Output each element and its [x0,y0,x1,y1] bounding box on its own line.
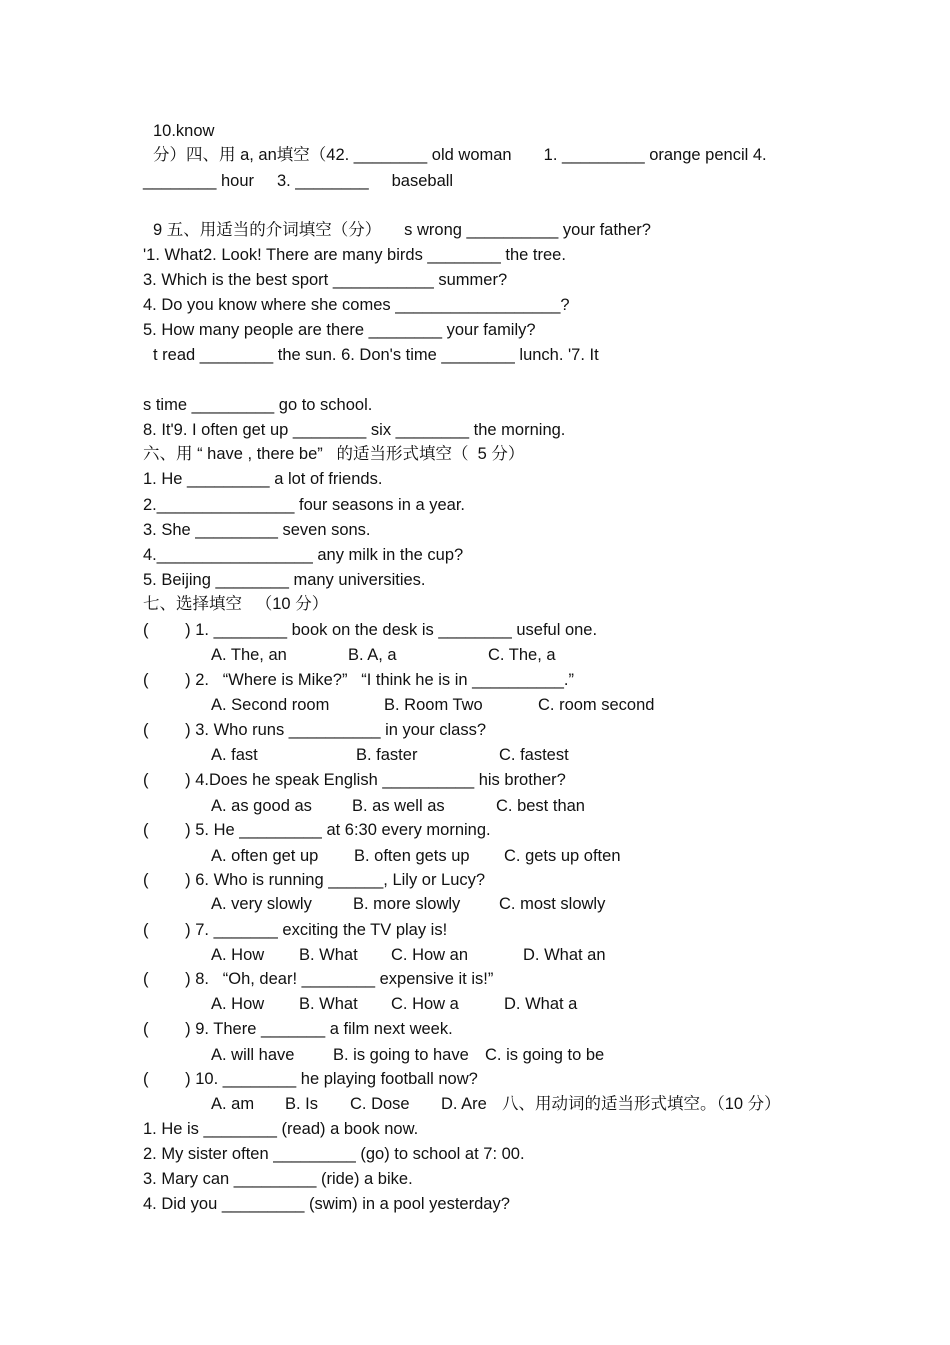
option: C. How a [391,995,459,1013]
option: C. The, a [488,646,556,664]
option: B. more slowly [353,895,461,913]
question-line: ( ) 6. Who is running ______, Lily or Lucy? [143,871,486,889]
option: A. as good as [211,797,312,815]
option: A. fast [211,746,258,764]
option: A. Second room [211,696,330,714]
text-line: 1. He _________ a lot of friends. [143,470,383,488]
text-line: s time _________ go to school. [143,396,373,414]
option: B. A, a [348,646,397,664]
text-line: 2. My sister often _________ (go) to school at 7: 00. [143,1145,525,1163]
text-line: t read ________ the sun. 6. Don's time ________ lunch. '7. It [153,346,599,364]
option: B. What [299,995,358,1013]
text-line: 4._________________ any milk in the cup? [143,546,464,564]
option: B. faster [356,746,418,764]
option: A. How [211,946,265,964]
question-line: ( ) 5. He _________ at 6:30 every morning. [143,821,491,839]
text-line: 8. It'9. I often get up ________ six ________ the morning. [143,421,566,439]
option: D. Are [441,1095,487,1113]
option: A. will have [211,1046,295,1064]
option: C. best than [496,797,585,815]
question-line: ( ) 8. “Oh, dear! ________ expensive it is!” [143,970,494,988]
question-line: ( ) 3. Who runs __________ in your class? [143,721,487,739]
question-line: ( ) 2. “Where is Mike?” “I think he is in __________.” [143,671,575,689]
text-line: 3. Which is the best sport ___________ summer? [143,271,508,289]
question-line: ( ) 4.Does he speak English __________ his brother? [143,771,566,789]
section-heading: 六、用 “ have , there be” 的适当形式填空（ 5 分） [143,445,525,463]
text-line: 2._______________ four seasons in a year. [143,496,466,514]
option: A. very slowly [211,895,312,913]
option: B. as well as [352,797,445,815]
text-line: 分）四、用 a, an填空（42. ________ old woman 1. _________ orange pencil 4. [153,146,767,164]
option: C. most slowly [499,895,606,913]
text-line: ________ hour 3. ________ baseball [143,172,454,190]
text-line: '1. What2. Look! There are many birds ________ the tree. [143,246,566,264]
text-line: 1. He is ________ (read) a book now. [143,1120,419,1138]
text-line: 3. Mary can _________ (ride) a bike. [143,1170,413,1188]
option: B. is going to have [333,1046,469,1064]
option: C. fastest [499,746,569,764]
option: B. Room Two [384,696,483,714]
text-line: 5. How many people are there ________ your family? [143,321,536,339]
option: A. How [211,995,265,1013]
option: C. How an [391,946,469,964]
option: C. room second [538,696,655,714]
text-line: 3. She _________ seven sons. [143,521,371,539]
question-line: ( ) 7. _______ exciting the TV play is! [143,921,448,939]
option: C. gets up often [504,847,621,865]
question-line: ( ) 1. ________ book on the desk is ________ useful one. [143,621,598,639]
text-line: 4. Do you know where she comes __________________? [143,296,570,314]
option: D. What a [504,995,578,1013]
text-line: 9 五、用适当的介词填空（分） s wrong __________ your father? [153,221,651,239]
option: C. is going to be [485,1046,605,1064]
option: A. The, an [211,646,287,664]
section-heading: 八、用动词的适当形式填空。（10 分） [502,1095,781,1113]
option: D. What an [523,946,606,964]
question-line: ( ) 9. There _______ a film next week. [143,1020,453,1038]
text-line: 10.know [153,122,215,140]
option: A. often get up [211,847,319,865]
option: C. Dose [350,1095,410,1113]
option: A. am [211,1095,255,1113]
text-line: 4. Did you _________ (swim) in a pool yesterday? [143,1195,510,1213]
option: B. Is [285,1095,319,1113]
question-line: ( ) 10. ________ he playing football now? [143,1070,478,1088]
text-line: 5. Beijing ________ many universities. [143,571,426,589]
option: B. What [299,946,358,964]
option: B. often gets up [354,847,470,865]
section-heading: 七、选择填空 （10 分） [143,595,329,613]
